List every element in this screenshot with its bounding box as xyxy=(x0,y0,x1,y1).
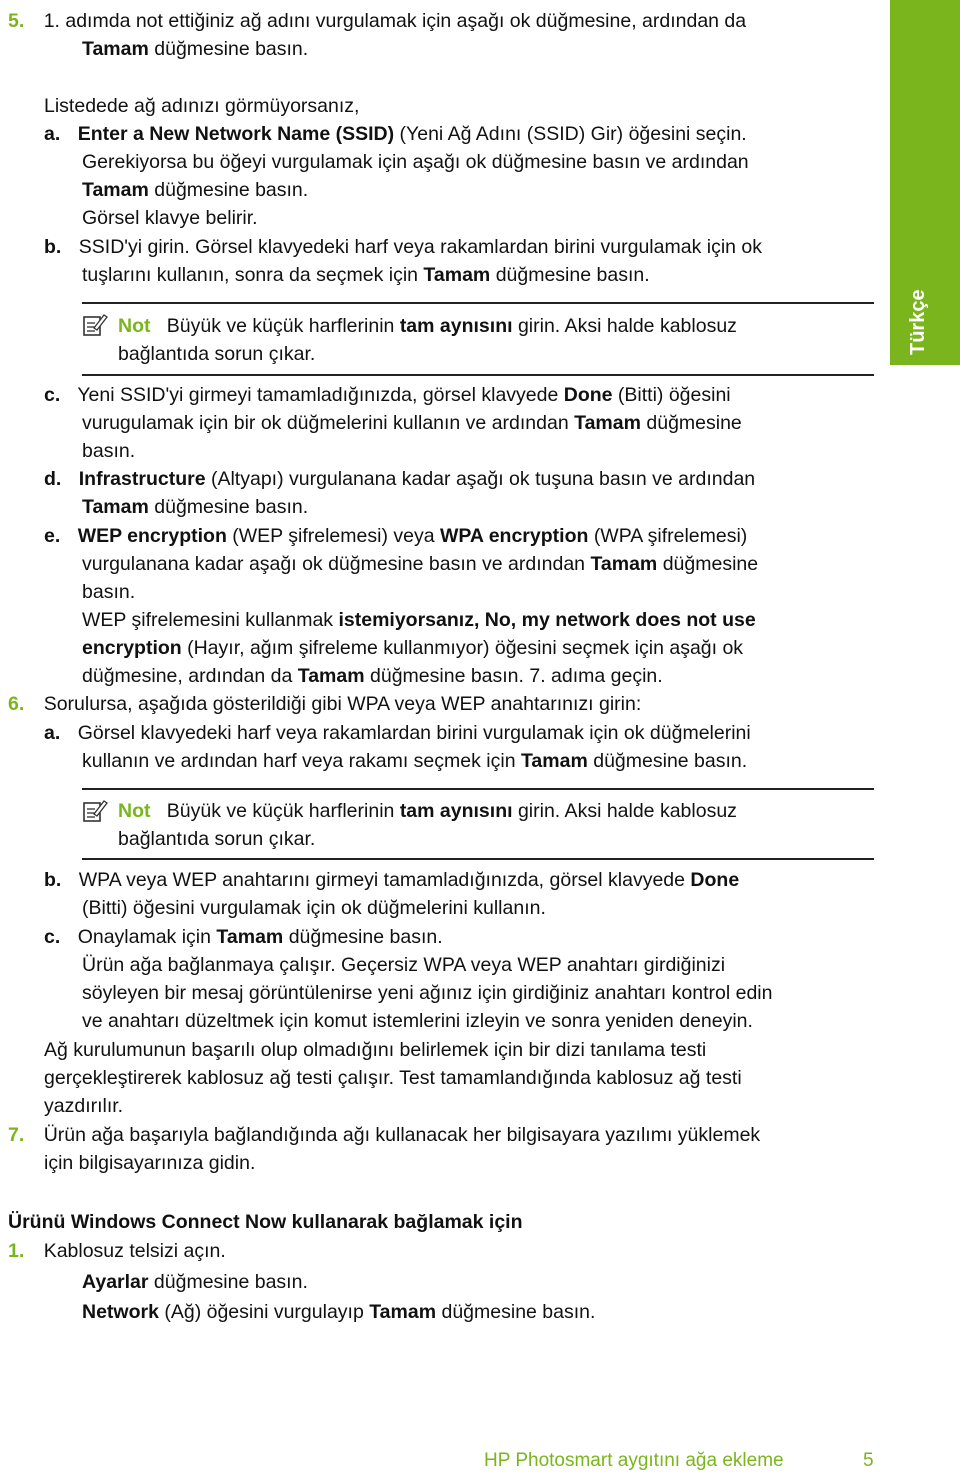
text: düğmesine basın. xyxy=(154,38,309,60)
text: düğmesine basın. xyxy=(593,750,748,772)
text-line xyxy=(82,1298,595,1326)
text: (Hayır, ağım şifreleme kullanmıyor) öğesini seçmek için aşağı ok xyxy=(187,637,744,659)
text-line xyxy=(44,719,751,747)
text: Listedede ağ adınızı görmüyorsanız, xyxy=(44,95,360,117)
text: Ürün ağa başarıyla bağlandığında ağı kullanacak her bilgisayara yazılımı yüklemek xyxy=(43,1124,761,1146)
bold-text: Tamam xyxy=(297,665,365,687)
bold-text: Ayarlar xyxy=(82,1271,149,1293)
note-text: Büyük ve küçük harflerinin xyxy=(166,800,395,822)
text-line xyxy=(44,1064,742,1092)
text-line xyxy=(44,381,731,409)
text-line xyxy=(82,606,756,634)
text: düğmesine xyxy=(662,553,759,575)
bold-text: Network xyxy=(82,1301,159,1323)
bold-text: Tamam xyxy=(520,750,588,772)
note-text-line1 xyxy=(118,797,737,825)
substep-letter: d. xyxy=(44,468,62,490)
note-label: Not xyxy=(118,315,151,337)
text: tuşlarını kullanın, sonra da seçmek için xyxy=(82,264,418,286)
substep-letter: a. xyxy=(44,123,61,145)
bold-text: Tamam xyxy=(423,264,491,286)
text: Yeni SSID'yi girmeyi tamamladığınızda, görsel klavyede xyxy=(77,384,559,406)
text-line xyxy=(44,1092,123,1120)
text-line xyxy=(8,690,641,718)
note-text-line2: bağlantıda sorun çıkar. xyxy=(118,343,316,365)
text: basın. xyxy=(82,581,136,603)
text: Sorulursa, aşağıda gösterildiği gibi WPA veya WEP anahtarınızı girin: xyxy=(43,693,642,715)
text-line xyxy=(82,1007,753,1035)
note-text-line2: bağlantıda sorun çıkar. xyxy=(118,828,316,850)
text-line xyxy=(44,1149,255,1177)
text: Onaylamak için xyxy=(77,926,211,948)
text-line xyxy=(82,951,725,979)
text: (Altyapı) vurgulanana kadar aşağı ok tuşuna basın ve ardından xyxy=(210,468,756,490)
text: 1. adımda not ettiğiniz ağ adını vurgulamak için aşağı ok düğmesine, ardından da xyxy=(43,10,747,32)
text: Kablosuz telsizi açın. xyxy=(43,1240,226,1262)
text: SSID'yi girin. Görsel klavyedeki harf veya rakamlardan birini vurgulamak için ok xyxy=(78,236,763,258)
text: gerçekleştirerek kablosuz ağ testi çalışır. Test tamamlandığında kablosuz ağ testi xyxy=(44,1067,742,1089)
step-number: 5. xyxy=(8,10,25,32)
text: kullanın ve ardından harf veya rakamı seçmek için xyxy=(82,750,516,772)
text-line xyxy=(82,176,308,204)
substep-letter: b. xyxy=(44,869,62,891)
note-top-rule xyxy=(82,302,874,304)
text: düğmesine basın. xyxy=(154,496,309,518)
bold-text: encryption xyxy=(82,637,182,659)
text: Gerekiyorsa bu öğeyi vurgulamak için aşağı ok düğmesine basın ve ardından xyxy=(82,151,749,173)
bold-text: Tamam xyxy=(82,179,149,201)
text-line xyxy=(82,261,650,289)
text-line xyxy=(44,233,762,261)
text-line xyxy=(82,409,742,437)
text: (Yeni Ağ Adını (SSID) Gir) öğesini seçin. xyxy=(399,123,747,145)
text-line xyxy=(44,465,755,493)
bold-text: Tamam xyxy=(82,38,149,60)
text-line xyxy=(8,1121,760,1149)
note-bottom-rule xyxy=(82,374,874,376)
text: Görsel klavyedeki harf veya rakamlardan birini vurgulamak için ok düğmelerini xyxy=(77,722,751,744)
text: vurgulanana kadar aşağı ok düğmesine basın ve ardından xyxy=(82,553,586,575)
bold-text: Tamam xyxy=(369,1301,437,1323)
note-bold: tam aynısını xyxy=(399,800,513,822)
text-line xyxy=(44,92,359,120)
substep-letter: c. xyxy=(44,926,61,948)
text-line xyxy=(44,120,747,148)
bold-text: Tamam xyxy=(82,496,149,518)
text-line xyxy=(8,1208,523,1236)
text: yazdırılır. xyxy=(44,1095,124,1117)
text: ve anahtarı düzeltmek için komut istemlerini izleyin ve sonra yeniden deneyin. xyxy=(82,1010,753,1032)
text: düğmesine basın. xyxy=(153,1271,308,1293)
text-line xyxy=(82,1268,308,1296)
text: düğmesine basın. xyxy=(154,179,309,201)
text: düğmesine xyxy=(646,412,742,434)
text-line xyxy=(82,747,747,775)
bold-text: Enter a New Network Name (SSID) xyxy=(77,123,395,145)
footer-page-number: 5 xyxy=(863,1450,874,1471)
text: söyleyen bir mesaj görüntülenirse yeni ağınız için girdiğiniz anahtarı kontrol edin xyxy=(82,982,773,1004)
text-line xyxy=(82,634,743,662)
note-text-line1 xyxy=(118,312,737,340)
text-line xyxy=(82,204,258,232)
step-number: 1. xyxy=(8,1240,25,1262)
text-line xyxy=(82,894,546,922)
bold-text: Tamam xyxy=(216,926,284,948)
text: (WPA şifrelemesi) xyxy=(593,525,748,547)
bold-text: Tamam xyxy=(590,553,658,575)
text-line xyxy=(82,662,663,690)
language-tab-label: Türkçe xyxy=(907,289,929,355)
text: Görsel klavye belirir. xyxy=(82,207,258,229)
text: vurugulamak için bir ok düğmelerini kullanın ve ardından xyxy=(82,412,569,434)
note-icon xyxy=(82,798,108,824)
text-line xyxy=(44,1036,706,1064)
note-text: Büyük ve küçük harflerinin xyxy=(166,315,395,337)
text-line xyxy=(44,522,747,550)
footer-title: HP Photosmart aygıtını ağa ekleme xyxy=(484,1450,784,1471)
text: (Bitti) öğesini xyxy=(617,384,731,406)
note-top-rule xyxy=(82,788,874,790)
text-line xyxy=(82,493,308,521)
substep-letter: a. xyxy=(44,722,61,744)
text: (WEP şifrelemesi) veya xyxy=(232,525,435,547)
text-line xyxy=(82,578,135,606)
note-bottom-rule xyxy=(82,858,874,860)
text-line xyxy=(82,979,772,1007)
bold-text: Ürünü Windows Connect Now kullanarak bağlamak için xyxy=(8,1211,523,1233)
text-line xyxy=(82,550,758,578)
text-line xyxy=(82,148,749,176)
text: WPA veya WEP anahtarını girmeyi tamamladığınızda, görsel klavyede xyxy=(78,869,685,891)
substep-letter: e. xyxy=(44,525,61,547)
text: (Ağ) öğesini vurgulayıp xyxy=(164,1301,364,1323)
bold-text: Done xyxy=(563,384,613,406)
text: basın. xyxy=(82,440,136,462)
text: için bilgisayarınıza gidin. xyxy=(44,1152,256,1174)
step-number: 6. xyxy=(8,693,25,715)
text: düğmesine, ardından da xyxy=(82,665,293,687)
substep-letter: c. xyxy=(44,384,61,406)
text: düğmesine basın. xyxy=(441,1301,596,1323)
text-line xyxy=(8,1237,226,1265)
bold-text: Done xyxy=(690,869,740,891)
step-number: 7. xyxy=(8,1124,25,1146)
bold-text: WEP encryption xyxy=(77,525,227,547)
bold-text: istemiyorsanız, No, my network does not use xyxy=(338,609,756,631)
bold-text: Infrastructure xyxy=(78,468,206,490)
text: düğmesine basın. xyxy=(495,264,650,286)
substep-letter: b. xyxy=(44,236,62,258)
note-text-post: girin. Aksi halde kablosuz xyxy=(517,800,737,822)
text: Ağ kurulumunun başarılı olup olmadığını belirlemek için bir dizi tanılama testi xyxy=(44,1039,707,1061)
note-text-post: girin. Aksi halde kablosuz xyxy=(517,315,737,337)
bold-text: Tamam xyxy=(574,412,641,434)
text-line xyxy=(44,866,739,894)
text-line xyxy=(8,7,746,35)
bold-text: WPA encryption xyxy=(439,525,589,547)
text-line xyxy=(82,35,308,63)
text: WEP şifrelemesini kullanmak xyxy=(82,609,334,631)
text: (Bitti) öğesini vurgulamak için ok düğmelerini kullanın. xyxy=(82,897,546,919)
text: Ürün ağa bağlanmaya çalışır. Geçersiz WPA veya WEP anahtarı girdiğinizi xyxy=(82,954,726,976)
note-label: Not xyxy=(118,800,151,822)
text-line xyxy=(82,437,135,465)
text-line xyxy=(44,923,443,951)
note-bold: tam aynısını xyxy=(399,315,513,337)
text: düğmesine basın. xyxy=(288,926,443,948)
note-icon xyxy=(82,312,108,338)
text: düğmesine basın. 7. adıma geçin. xyxy=(370,665,663,687)
